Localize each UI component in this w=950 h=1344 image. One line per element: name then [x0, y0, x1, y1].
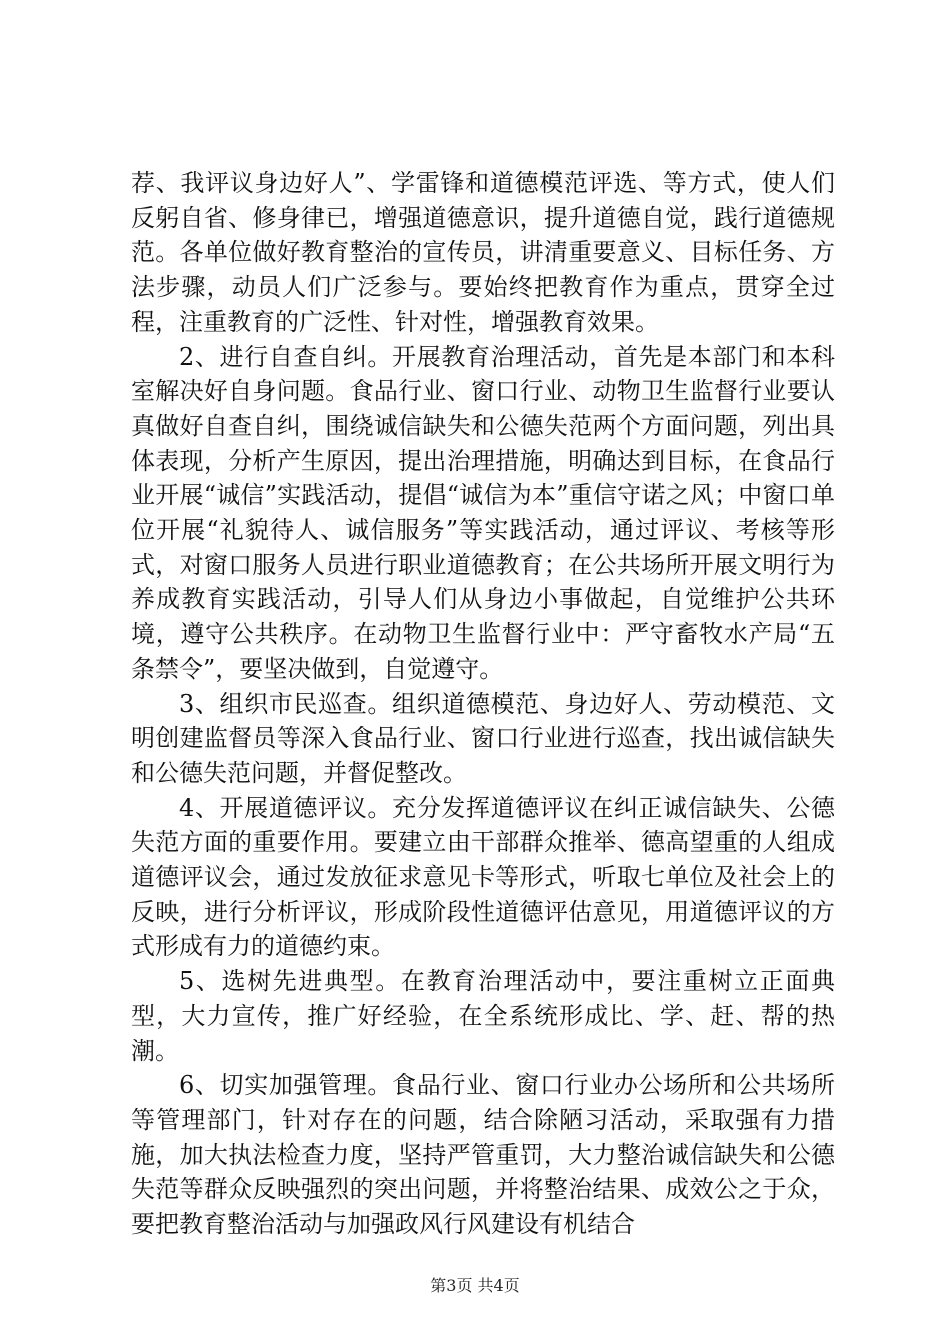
paragraph-moral-review: 4、开展道德评议。充分发挥道德评议在纠正诚信缺失、公德失范方面的重要作用。要建立由干部群众推举、德高望重的人组成道德评议会，通过发放征求意见卡等形式，听取七单位及社会上的反映，进行分析评议，形成阶段性道德评估意见，用道德评议的方式形成有力的道德约束。	[131, 793, 835, 961]
page-footer	[0, 1276, 950, 1296]
paragraph-citizen-patrol: 3、组织市民巡查。组织道德模范、身边好人、劳动模范、文明创建监督员等深入食品行业、窗口行业进行巡查，找出诚信缺失和公德失范问题，并督促整改。	[131, 689, 835, 787]
document-body	[131, 166, 835, 1242]
paragraph-self-inspection: 2、进行自查自纠。开展教育治理活动，首先是本部门和本科室解决好自身问题。食品行业、窗口行业、动物卫生监督行业要认真做好自查自纠，围绕诚信缺失和公德失范两个方面问题，列出具体表现，分析产生原因，提出治理措施，明确达到目标，在食品行业开展“诚信”实践活动，提倡“诚信为本”重信守诺之风；中窗口单位开展“礼貌待人、诚信服务”等实践活动，通过评议、考核等形式，对窗口服务人员进行职业道德教育；在公共场所开展文明行为养成教育实践活动，引导人们从身边小事做起，自觉维护公共环境，遵守公共秩序。在动物卫生监督行业中：严守畜牧水产局“五条禁令”，要坚决做到，自觉遵守。	[131, 342, 835, 683]
page-number: 第3页 共4页	[430, 1276, 520, 1295]
paragraph-strengthen-management: 6、切实加强管理。食品行业、窗口行业办公场所和公共场所等管理部门，针对存在的问题，结合除陋习活动，采取强有力措施，加大执法检查力度，坚持严管重罚，大力整治诚信缺失和公德失范等群众反映强烈的突出问题，并将整治结果、成效公之于众，要把教育整治活动与加强政风行风建设有机结合	[131, 1071, 835, 1239]
paragraph-continuation: 荐、我评议身边好人”、学雷锋和道德模范评选、等方式，使人们反躬自省、修身律已，增强道德意识，提升道德自觉，践行道德规范。各单位做好教育整治的宣传员，讲清重要意义、目标任务、方法步骤，动员人们广泛参与。要始终把教育作为重点，贯穿全过程，注重教育的广泛性、针对性，增强教育效果。	[131, 169, 835, 336]
paragraph-model-selection: 5、选树先进典型。在教育治理活动中，要注重树立正面典型，大力宣传，推广好经验，在全系统形成比、学、赶、帮的热潮。	[131, 967, 835, 1065]
